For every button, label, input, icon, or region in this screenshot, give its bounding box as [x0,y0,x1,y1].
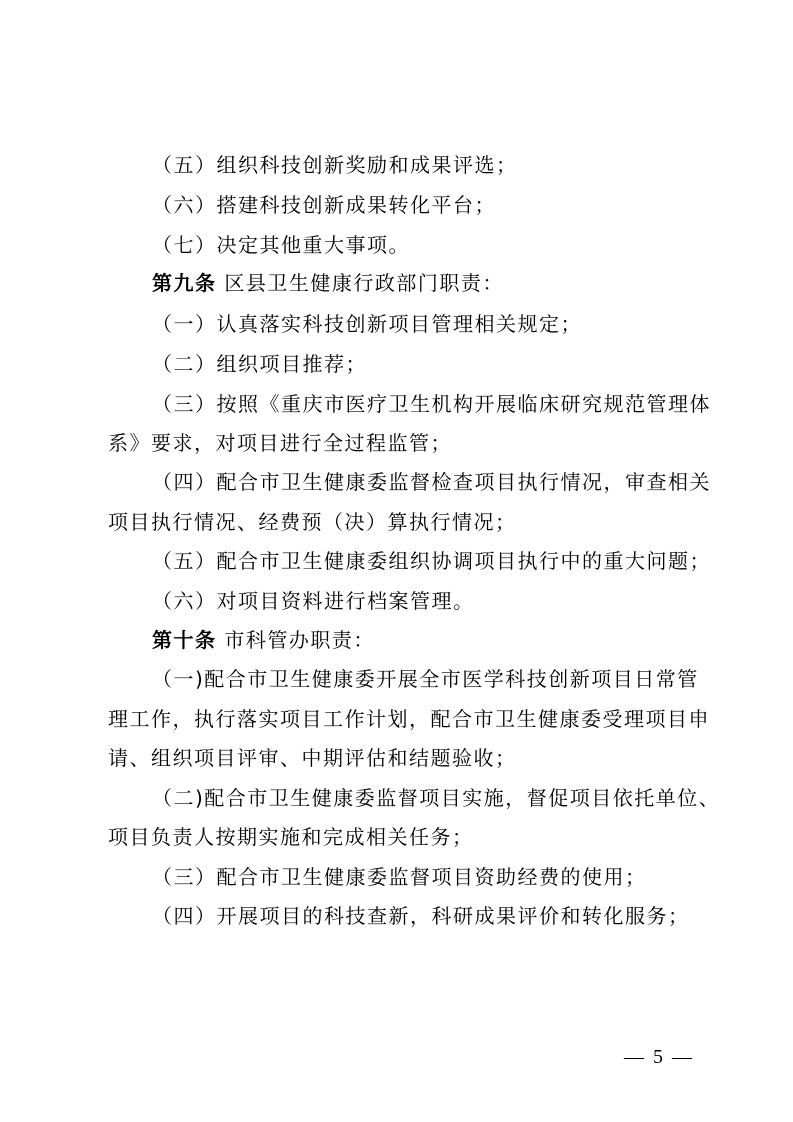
list-item: （七）决定其他重大事项。 [152,233,410,257]
list-item: （四）配合市卫生健康委监督检查项目执行情况，审查相关 [152,470,711,494]
list-item: （六）搭建科技创新成果转化平台； [152,193,496,217]
list-item: （五）组织科技创新奖励和成果评选； [152,153,518,177]
list-item-continuation: 请、组织项目评审、中期评估和结题验收； [108,746,517,770]
article-title: 区县卫生健康行政部门职责： [224,271,504,295]
list-item: （二）组织项目推荐； [152,352,367,376]
list-item: （三）配合市卫生健康委监督项目资助经费的使用； [152,865,647,889]
article-number: 第九条 [152,271,217,295]
article-number: 第十条 [152,628,217,652]
list-item: （二)配合市卫生健康委监督项目实施，督促项目依托单位、 [152,786,721,810]
article-heading [152,625,712,655]
list-item: （四）开展项目的科技查新，科研成果评价和转化服务； [152,904,690,928]
list-item-continuation: 系》要求，对项目进行全过程监管； [108,431,452,455]
list-item: （一)配合市卫生健康委开展全市医学科技创新项目日常管 [152,667,699,691]
page-number: — 5 — [624,1046,694,1068]
list-item-continuation: 项目执行情况、经费预（决）算执行情况； [108,510,517,534]
list-item-continuation: 项目负责人按期实施和完成相关任务； [108,825,474,849]
article-title: 市科管办职责： [224,628,375,652]
list-item: （一）认真落实科技创新项目管理相关规定； [152,312,582,336]
list-item: （六）对项目资料进行档案管理。 [152,589,475,613]
article-heading [152,268,712,298]
list-item: （三）按照《重庆市医疗卫生机构开展临床研究规范管理体 [152,392,711,416]
list-item: （五）配合市卫生健康委组织协调项目执行中的重大问题； [152,549,711,573]
list-item-continuation: 理工作，执行落实项目工作计划，配合市卫生健康委受理项目申 [108,707,710,731]
